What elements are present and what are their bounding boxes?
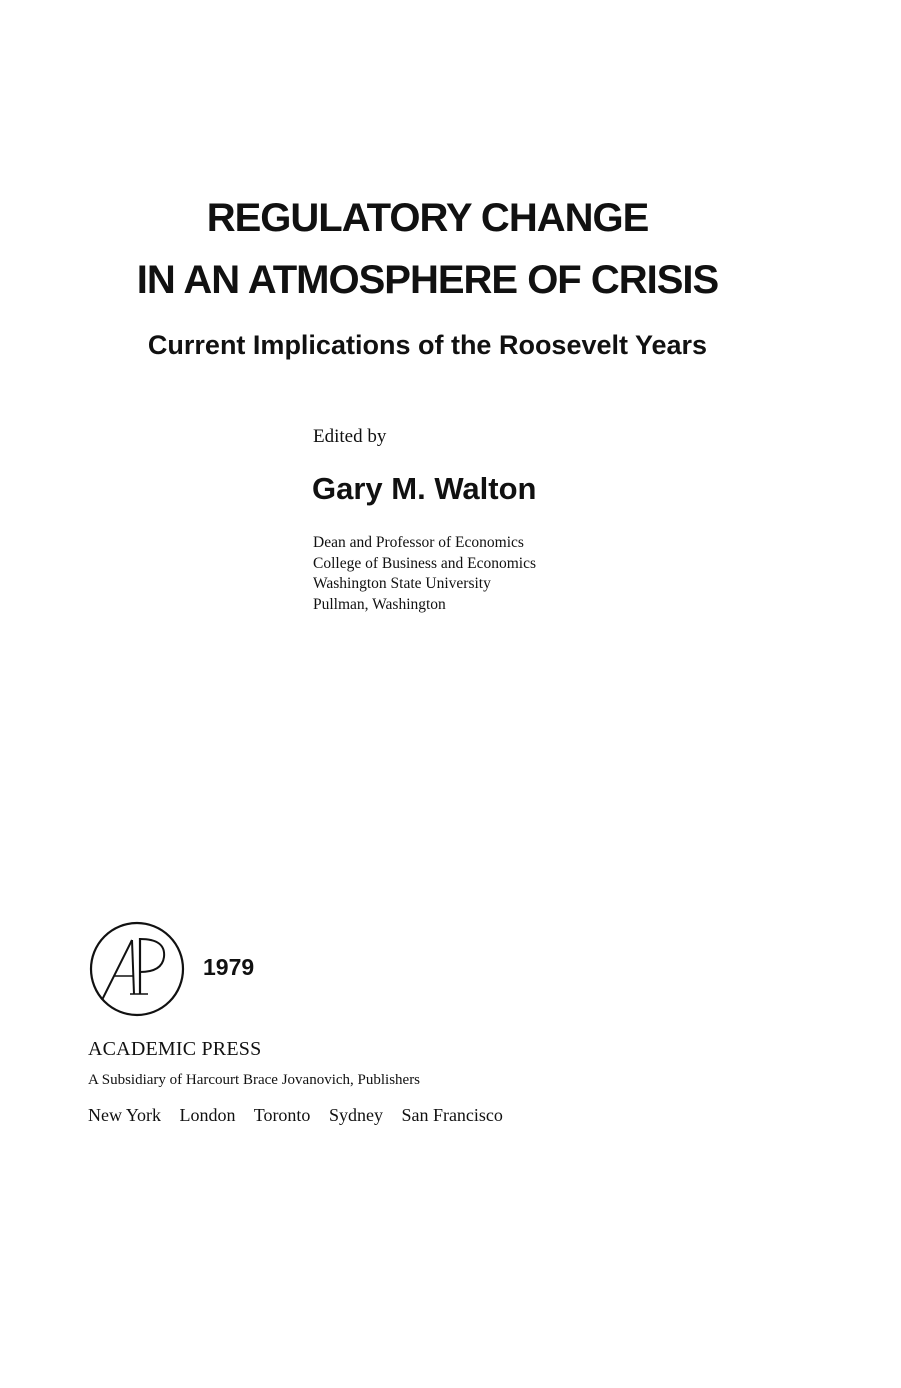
city: London <box>179 1105 236 1125</box>
affiliation-line: College of Business and Economics <box>313 554 536 572</box>
publisher-subsidiary: A Subsidiary of Harcourt Brace Jovanovich, Publishers <box>88 1072 421 1088</box>
book-title-line-2: IN AN ATMOSPHERE OF CRISIS <box>136 258 719 302</box>
publisher-name: ACADEMIC PRESS <box>88 1038 262 1060</box>
city: Sydney <box>328 1105 383 1125</box>
city: Toronto <box>253 1105 311 1125</box>
city: San Francisco <box>401 1105 503 1125</box>
editor-affiliation <box>313 533 536 615</box>
affiliation-line: Washington State University <box>313 575 491 592</box>
edited-by-label: Edited by <box>313 426 387 447</box>
city: New York <box>88 1105 162 1125</box>
book-title-line-1: REGULATORY CHANGE <box>206 196 649 240</box>
book-subtitle: Current Implications of the Roosevelt Years <box>147 330 708 360</box>
publication-year: 1979 <box>203 954 255 980</box>
academic-press-logo-icon <box>88 920 186 1018</box>
affiliation-line: Dean and Professor of Economics <box>313 534 524 551</box>
editor-name: Gary M. Walton <box>312 471 537 506</box>
publisher-cities <box>88 1105 517 1126</box>
affiliation-line: Pullman, Washington <box>313 595 446 613</box>
